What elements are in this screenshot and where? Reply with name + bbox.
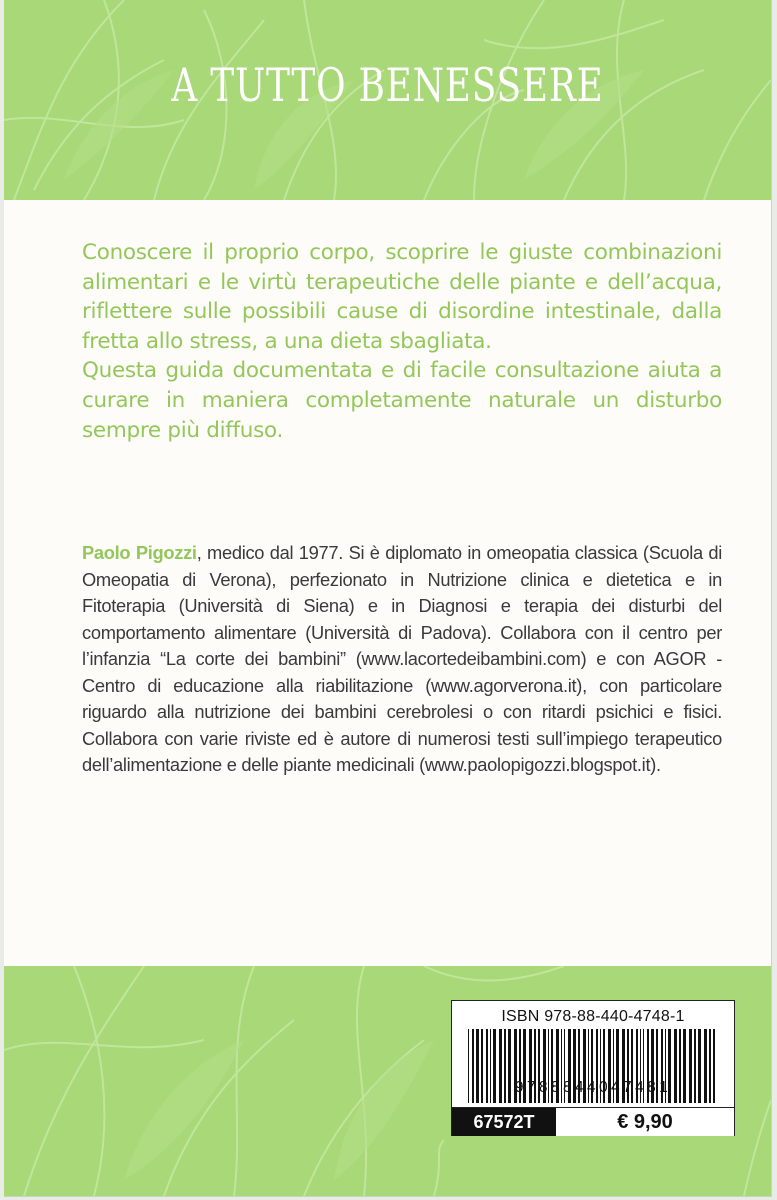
author-bio-text: , medico dal 1977. Si è diplomato in omeopatia classica (Scuola di Omeopatia di Verona), perfezionato in Nutrizione clinica e dietetica e in Fitoterapia (Università di Siena) e in Diagnosi e terapia dei disturbi del comportamento alimentare (Università di Padova). Collabora con il centro per l’infanzia “La corte dei bambini” (www.lacortedeibambini.com) e con AGOR - Centro di educazione alla riabilitazione (www.agorverona.it), con particolare riguardo alla nutrizione dei bambini cerebrolesi o con ritardi psichici e fisici. Collabora con varie riviste ed è autore di numerosi testi sull’impiego terapeutico dell’alimentazione e delle piante medicinali (www.paolopigozzi.blogspot.it). [82,542,723,775]
product-code: 67572T [452,1108,556,1136]
price: € 9,90 [556,1108,734,1136]
code-price-row [452,1107,734,1136]
author-name: Paolo Pigozzi [82,542,197,563]
author-bio [82,540,722,779]
book-blurb [82,238,722,445]
isbn-number: ISBN 978-88-440-4748-1 [501,1008,685,1025]
series-title: A TUTTO BENESSERE [171,58,604,112]
barcode-label [451,1000,735,1136]
barcode-digits: 9788844047481 [514,1079,672,1096]
back-cover [4,0,772,1197]
blurb-paragraph-1: Conoscere il proprio corpo, scoprire le giuste combinazioni alimentari e le virtù terapeutiche delle piante e dell’acqua, riflettere sulle possibili cause di disordine intestinale, dalla fretta allo stress, a una dieta sbagliata. [82,240,722,354]
blurb-paragraph-2: Questa guida documentata e di facile consultazione aiuta a curare in maniera completamente naturale un disturbo sempre più diffuso. [82,358,722,443]
